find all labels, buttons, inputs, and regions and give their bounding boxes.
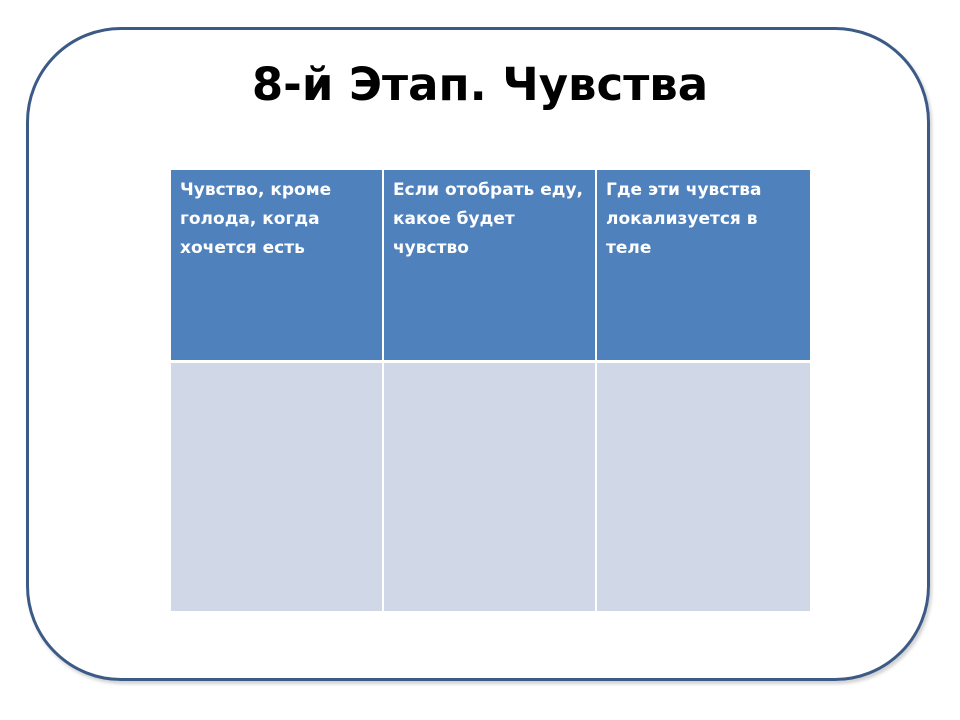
slide-title: 8-й Этап. Чувства <box>251 58 709 111</box>
table-header-if-food-taken: Если отобрать еду, какое будет чувство <box>383 170 596 361</box>
table-header-feeling: Чувство, кроме голода, когда хочется есть <box>171 170 383 361</box>
table-cell[interactable] <box>596 361 810 611</box>
table-header-row <box>171 170 810 361</box>
table-row <box>171 361 810 611</box>
table-cell[interactable] <box>171 361 383 611</box>
table-cell[interactable] <box>383 361 596 611</box>
feelings-table <box>171 170 810 611</box>
table-header-body-location: Где эти чувства локализуется в теле <box>596 170 810 361</box>
